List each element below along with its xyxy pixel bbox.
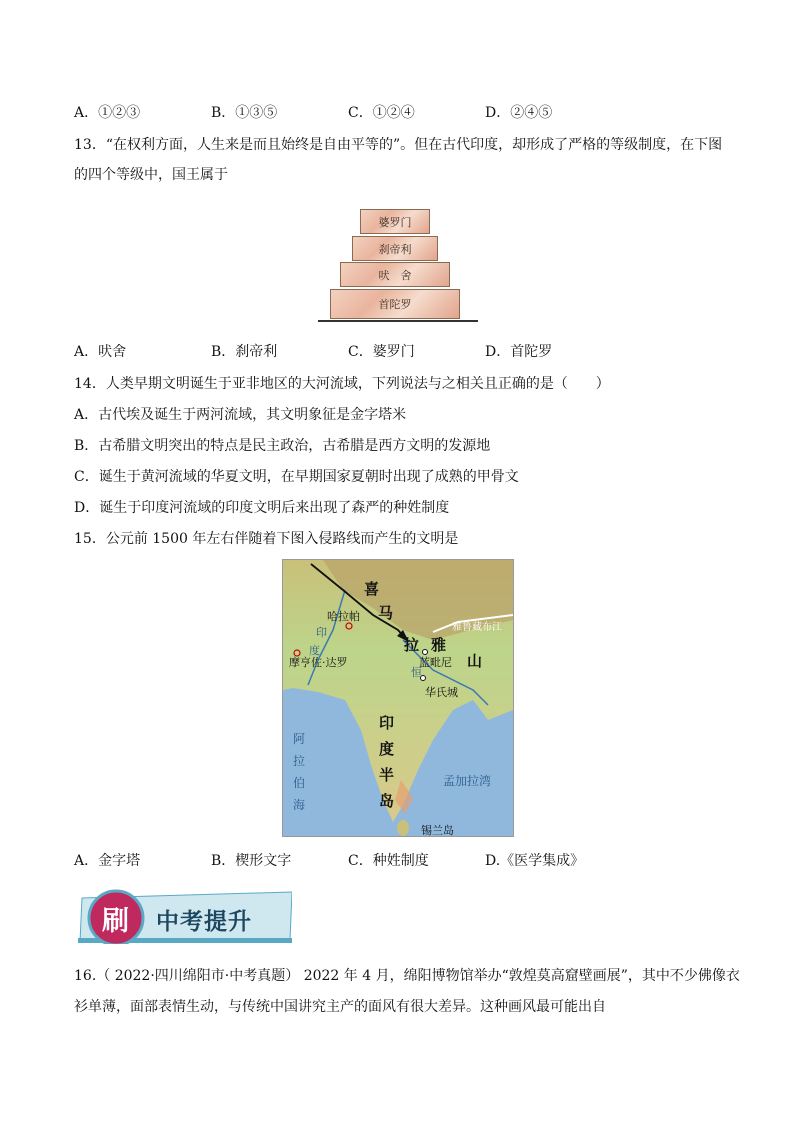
map-label-indus-2: 度 bbox=[309, 644, 320, 657]
q15-option-d[interactable]: D.《医学集成》 bbox=[485, 853, 585, 869]
pyramid-tier-shudra: 首陀罗 bbox=[330, 289, 460, 319]
map-label-arabian-1: 阿 bbox=[293, 732, 306, 746]
q14-stem: 14．人类早期文明诞生于亚非地区的大河流域，下列说法与之相关且正确的是（ ） bbox=[74, 376, 610, 392]
q14-option-a[interactable]: A．古代埃及诞生于两河流域，其文明象征是金字塔米 bbox=[74, 407, 407, 423]
map-label-lumbini: 蓝毗尼 bbox=[419, 656, 452, 669]
q13-option-b[interactable]: B．刹帝利 bbox=[211, 344, 278, 360]
q15-stem: 15．公元前 1500 年左右伴随着下图入侵路线而产生的文明是 bbox=[74, 531, 459, 547]
map-label-arabian-3: 伯 bbox=[293, 776, 306, 790]
map-label-shan: 山 bbox=[467, 652, 483, 670]
map-label-ma: 马 bbox=[378, 604, 394, 622]
map-label-du: 度 bbox=[379, 740, 395, 758]
india-map-svg bbox=[283, 560, 513, 836]
map-label-yarlung: 雅鲁藏布江 bbox=[452, 622, 502, 633]
pyramid-base-line bbox=[318, 320, 478, 322]
map-label-ceylon: 锡兰岛 bbox=[421, 824, 454, 837]
q15-option-c[interactable]: C．种姓制度 bbox=[348, 853, 429, 869]
q13-stem-line2: 的四个等级中，国王属于 bbox=[74, 167, 228, 183]
q12-option-b[interactable]: B．①③⑤ bbox=[211, 105, 278, 121]
q15-options bbox=[74, 850, 734, 870]
map-label-indus-1: 印 bbox=[316, 626, 327, 639]
india-map-figure bbox=[282, 559, 514, 837]
section-banner bbox=[76, 888, 292, 944]
caste-pyramid-figure bbox=[318, 204, 478, 324]
q13-stem-line1: 13．“在权利方面，人生来是而且始终是自由平等的”。但在古代印度，却形成了严格的等级制度，在下图 bbox=[74, 137, 723, 153]
banner-char: 刷 bbox=[102, 906, 129, 937]
map-label-arabian-4: 海 bbox=[293, 798, 306, 812]
q15-option-a[interactable]: A．金字塔 bbox=[74, 853, 141, 869]
q12-option-a[interactable]: A．①②③ bbox=[74, 105, 141, 121]
q12-option-c[interactable]: C．①②④ bbox=[348, 105, 415, 121]
map-label-xi: 喜 bbox=[364, 580, 380, 598]
q16-stem-line2: 衫单薄，面部表情生动，与传统中国讲究主产的面风有很大差异。这种画风最可能出自 bbox=[74, 999, 606, 1015]
map-label-dao: 岛 bbox=[379, 792, 395, 810]
q13-option-d[interactable]: D．首陀罗 bbox=[485, 344, 553, 360]
q13-options bbox=[74, 341, 734, 361]
q14-option-b[interactable]: B．古希腊文明突出的特点是民主政治，古希腊是西方文明的发源地 bbox=[74, 438, 491, 454]
map-label-harappa: 哈拉帕 bbox=[327, 610, 360, 623]
ceylon-island bbox=[397, 820, 409, 836]
q12-option-d[interactable]: D．②④⑤ bbox=[485, 105, 553, 121]
q13-option-a[interactable]: A．吠舍 bbox=[74, 344, 127, 360]
map-label-mohenjo-daro: 摩亨佐·达罗 bbox=[289, 656, 348, 669]
banner-title: 中考提升 bbox=[156, 909, 252, 935]
q12-options bbox=[74, 102, 734, 122]
map-label-pataliputra: 华氏城 bbox=[425, 686, 458, 699]
q14-option-c[interactable]: C．诞生于黄河流域的华夏文明，在早期国家夏朝时出现了成熟的甲骨文 bbox=[74, 469, 519, 485]
q16-stem-line1: 16.（ 2022·四川绵阳市·中考真题） 2022 年 4 月，绵阳博物馆举办“敦煌莫高窟壁画展”，其中不少佛像衣 bbox=[74, 968, 740, 984]
map-label-la: 拉 bbox=[404, 636, 420, 654]
pyramid-tier-brahmin: 婆罗门 bbox=[360, 209, 430, 234]
map-label-arabian-2: 拉 bbox=[293, 754, 306, 768]
q14-option-d[interactable]: D．诞生于印度河流域的印度文明后来出现了森严的种姓制度 bbox=[74, 500, 450, 516]
map-label-ya: 雅 bbox=[431, 636, 447, 654]
map-label-yin: 印 bbox=[379, 714, 395, 732]
map-label-ban: 半 bbox=[379, 766, 395, 784]
map-label-heng: 恒 bbox=[411, 666, 422, 679]
map-label-bay-of-bengal: 孟加拉湾 bbox=[443, 774, 492, 788]
q15-option-b[interactable]: B．楔形文字 bbox=[211, 853, 292, 869]
pyramid-tier-vaishya: 吠 舍 bbox=[340, 262, 450, 287]
pyramid-tier-kshatriya: 刹帝利 bbox=[352, 236, 438, 261]
q13-option-c[interactable]: C．婆罗门 bbox=[348, 344, 415, 360]
